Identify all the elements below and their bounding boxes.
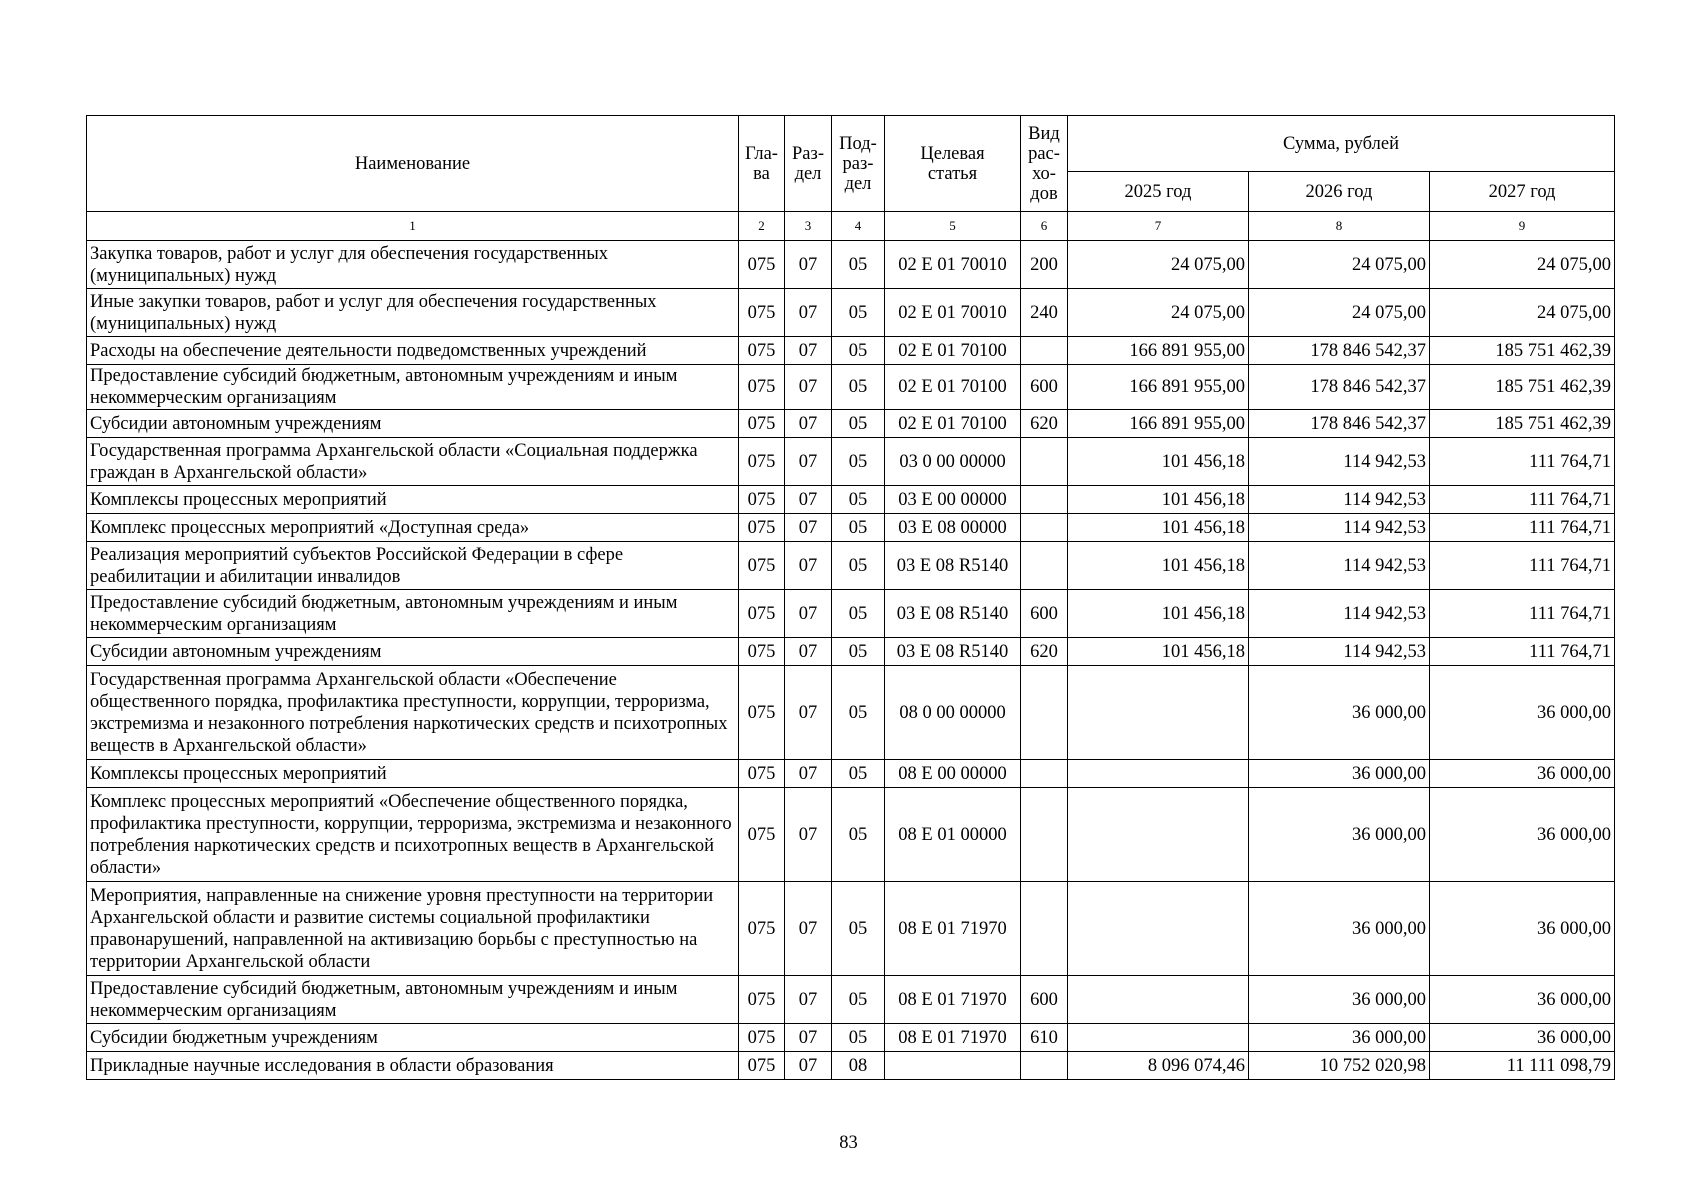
row-razdel: 07	[785, 438, 832, 486]
row-sum-2026: 114 942,53	[1249, 590, 1430, 638]
row-name: Государственная программа Архангельской области «Социальная поддержка граждан в Архангельской области»	[87, 438, 739, 486]
row-vid-rashodov: 240	[1021, 289, 1068, 337]
row-podrazdel: 05	[832, 666, 885, 760]
row-podrazdel: 05	[832, 788, 885, 882]
row-podrazdel: 05	[832, 760, 885, 788]
row-celevaya-statya: 03 Е 08 R5140	[885, 638, 1021, 666]
row-vid-rashodov	[1021, 486, 1068, 514]
row-vid-rashodov	[1021, 542, 1068, 590]
row-podrazdel: 05	[832, 882, 885, 976]
row-vid-rashodov	[1021, 438, 1068, 486]
row-sum-2027: 185 751 462,39	[1430, 337, 1615, 365]
row-sum-2025	[1068, 788, 1249, 882]
row-name: Реализация мероприятий субъектов Российской Федерации в сфере реабилитации и абилитации инвалидов	[87, 542, 739, 590]
row-sum-2025	[1068, 760, 1249, 788]
row-glava: 075	[739, 590, 785, 638]
row-celevaya-statya: 03 Е 08 R5140	[885, 542, 1021, 590]
row-podrazdel: 05	[832, 638, 885, 666]
row-sum-2025: 24 075,00	[1068, 241, 1249, 289]
row-vid-rashodov: 610	[1021, 1024, 1068, 1052]
row-celevaya-statya: 08 Е 01 00000	[885, 788, 1021, 882]
row-razdel: 07	[785, 882, 832, 976]
row-sum-2025: 166 891 955,00	[1068, 337, 1249, 365]
row-razdel: 07	[785, 590, 832, 638]
row-podrazdel: 05	[832, 241, 885, 289]
table-row	[87, 486, 1615, 514]
row-sum-2027: 111 764,71	[1430, 486, 1615, 514]
row-razdel: 07	[785, 410, 832, 438]
row-name: Комплексы процессных мероприятий	[87, 486, 739, 514]
table-row	[87, 289, 1615, 337]
row-vid-rashodov	[1021, 666, 1068, 760]
header-2026: 2026 год	[1249, 172, 1430, 212]
row-sum-2026: 178 846 542,37	[1249, 365, 1430, 410]
row-sum-2026: 114 942,53	[1249, 638, 1430, 666]
column-numbers	[87, 212, 1615, 241]
header-vid: Вид рас- хо- дов	[1021, 116, 1068, 212]
row-sum-2027: 36 000,00	[1430, 882, 1615, 976]
row-sum-2026: 36 000,00	[1249, 788, 1430, 882]
row-sum-2027: 36 000,00	[1430, 666, 1615, 760]
row-razdel: 07	[785, 638, 832, 666]
page-number: 83	[839, 1133, 858, 1153]
col-number: 6	[1021, 212, 1068, 241]
table-row	[87, 638, 1615, 666]
row-vid-rashodov	[1021, 1052, 1068, 1080]
row-razdel: 07	[785, 760, 832, 788]
row-name: Расходы на обеспечение деятельности подведомственных учреждений	[87, 337, 739, 365]
row-glava: 075	[739, 760, 785, 788]
table-row	[87, 976, 1615, 1024]
row-glava: 075	[739, 438, 785, 486]
row-sum-2027: 111 764,71	[1430, 514, 1615, 542]
row-razdel: 07	[785, 289, 832, 337]
row-name: Закупка товаров, работ и услуг для обеспечения государственных (муниципальных) нужд	[87, 241, 739, 289]
row-podrazdel: 05	[832, 486, 885, 514]
row-sum-2027: 36 000,00	[1430, 1024, 1615, 1052]
row-glava: 075	[739, 788, 785, 882]
header-name: Наименование	[87, 116, 739, 212]
header-razdel: Раз- дел	[785, 116, 832, 212]
header-2027: 2027 год	[1430, 172, 1615, 212]
row-sum-2026: 178 846 542,37	[1249, 337, 1430, 365]
row-sum-2027: 24 075,00	[1430, 289, 1615, 337]
row-name: Субсидии автономным учреждениям	[87, 638, 739, 666]
row-razdel: 07	[785, 514, 832, 542]
table-row	[87, 1052, 1615, 1080]
row-celevaya-statya: 02 Е 01 70010	[885, 241, 1021, 289]
row-sum-2026: 114 942,53	[1249, 514, 1430, 542]
row-glava: 075	[739, 882, 785, 976]
row-podrazdel: 05	[832, 514, 885, 542]
row-sum-2025: 101 456,18	[1068, 514, 1249, 542]
row-razdel: 07	[785, 1024, 832, 1052]
row-sum-2026: 114 942,53	[1249, 486, 1430, 514]
row-glava: 075	[739, 241, 785, 289]
table-body	[87, 241, 1615, 1080]
header-summa: Сумма, рублей	[1068, 116, 1615, 172]
row-celevaya-statya: 08 0 00 00000	[885, 666, 1021, 760]
row-podrazdel: 05	[832, 365, 885, 410]
row-glava: 075	[739, 365, 785, 410]
row-celevaya-statya: 03 0 00 00000	[885, 438, 1021, 486]
row-razdel: 07	[785, 486, 832, 514]
row-glava: 075	[739, 976, 785, 1024]
row-name: Прикладные научные исследования в области образования	[87, 1052, 739, 1080]
row-sum-2027: 11 111 098,79	[1430, 1052, 1615, 1080]
row-vid-rashodov: 600	[1021, 976, 1068, 1024]
row-sum-2027: 24 075,00	[1430, 241, 1615, 289]
row-podrazdel: 05	[832, 337, 885, 365]
row-celevaya-statya: 02 Е 01 70010	[885, 289, 1021, 337]
row-glava: 075	[739, 542, 785, 590]
row-name: Предоставление субсидий бюджетным, автономным учреждениям и иным некоммерческим организациям	[87, 365, 739, 410]
row-podrazdel: 05	[832, 410, 885, 438]
row-name: Предоставление субсидий бюджетным, автономным учреждениям и иным некоммерческим организациям	[87, 976, 739, 1024]
row-sum-2025: 24 075,00	[1068, 289, 1249, 337]
row-podrazdel: 05	[832, 289, 885, 337]
row-celevaya-statya: 03 Е 00 00000	[885, 486, 1021, 514]
row-podrazdel: 05	[832, 438, 885, 486]
row-sum-2027: 36 000,00	[1430, 760, 1615, 788]
row-glava: 075	[739, 638, 785, 666]
table-row	[87, 241, 1615, 289]
row-sum-2025: 101 456,18	[1068, 438, 1249, 486]
row-sum-2026: 24 075,00	[1249, 289, 1430, 337]
row-sum-2026: 10 752 020,98	[1249, 1052, 1430, 1080]
table-row	[87, 514, 1615, 542]
row-name: Мероприятия, направленные на снижение уровня преступности на территории Архангельской области и развитие системы социальной профилактики правонарушений, направленной на активизацию борьбы с преступностью на территории Архангельской области	[87, 882, 739, 976]
row-vid-rashodov: 620	[1021, 638, 1068, 666]
row-name: Субсидии бюджетным учреждениям	[87, 1024, 739, 1052]
header-celevaya: Целевая статья	[885, 116, 1021, 212]
row-razdel: 07	[785, 337, 832, 365]
row-celevaya-statya: 03 Е 08 R5140	[885, 590, 1021, 638]
budget-table	[86, 115, 1615, 1080]
row-podrazdel: 05	[832, 1024, 885, 1052]
table-row	[87, 410, 1615, 438]
row-vid-rashodov: 620	[1021, 410, 1068, 438]
row-sum-2025: 8 096 074,46	[1068, 1052, 1249, 1080]
row-sum-2025: 166 891 955,00	[1068, 365, 1249, 410]
row-vid-rashodov	[1021, 882, 1068, 976]
row-razdel: 07	[785, 666, 832, 760]
row-razdel: 07	[785, 365, 832, 410]
row-razdel: 07	[785, 1052, 832, 1080]
row-razdel: 07	[785, 976, 832, 1024]
row-celevaya-statya: 08 Е 01 71970	[885, 1024, 1021, 1052]
table-row	[87, 438, 1615, 486]
row-sum-2025	[1068, 976, 1249, 1024]
row-sum-2025	[1068, 666, 1249, 760]
row-glava: 075	[739, 1024, 785, 1052]
row-glava: 075	[739, 410, 785, 438]
row-vid-rashodov: 200	[1021, 241, 1068, 289]
table-row	[87, 788, 1615, 882]
row-sum-2027: 111 764,71	[1430, 638, 1615, 666]
header-podrazdel: Под- раз- дел	[832, 116, 885, 212]
row-sum-2025	[1068, 882, 1249, 976]
row-glava: 075	[739, 337, 785, 365]
row-name: Комплекс процессных мероприятий «Обеспечение общественного порядка, профилактика преступности, коррупции, терроризма, экстремизма и незаконного потребления наркотических средств и психотропных веществ в Архангельской области»	[87, 788, 739, 882]
table-row	[87, 666, 1615, 760]
table-row	[87, 365, 1615, 410]
row-vid-rashodov	[1021, 514, 1068, 542]
row-name: Иные закупки товаров, работ и услуг для обеспечения государственных (муниципальных) нужд	[87, 289, 739, 337]
row-celevaya-statya: 08 Е 01 71970	[885, 976, 1021, 1024]
col-number: 3	[785, 212, 832, 241]
table-row	[87, 337, 1615, 365]
row-vid-rashodov: 600	[1021, 365, 1068, 410]
row-sum-2026: 36 000,00	[1249, 666, 1430, 760]
row-sum-2026: 36 000,00	[1249, 882, 1430, 976]
col-number: 1	[87, 212, 739, 241]
row-sum-2025: 101 456,18	[1068, 486, 1249, 514]
row-razdel: 07	[785, 241, 832, 289]
row-sum-2026: 36 000,00	[1249, 760, 1430, 788]
row-sum-2027: 36 000,00	[1430, 976, 1615, 1024]
row-vid-rashodov	[1021, 788, 1068, 882]
row-sum-2026: 114 942,53	[1249, 542, 1430, 590]
row-sum-2025: 101 456,18	[1068, 542, 1249, 590]
row-celevaya-statya: 08 Е 01 71970	[885, 882, 1021, 976]
row-sum-2027: 111 764,71	[1430, 438, 1615, 486]
row-vid-rashodov	[1021, 760, 1068, 788]
row-sum-2026: 36 000,00	[1249, 1024, 1430, 1052]
row-podrazdel: 05	[832, 590, 885, 638]
row-sum-2026: 178 846 542,37	[1249, 410, 1430, 438]
row-podrazdel: 05	[832, 542, 885, 590]
col-number: 2	[739, 212, 785, 241]
row-glava: 075	[739, 486, 785, 514]
row-celevaya-statya: 08 Е 00 00000	[885, 760, 1021, 788]
row-sum-2027: 185 751 462,39	[1430, 410, 1615, 438]
col-number: 5	[885, 212, 1021, 241]
row-sum-2027: 185 751 462,39	[1430, 365, 1615, 410]
table-row	[87, 542, 1615, 590]
row-razdel: 07	[785, 788, 832, 882]
row-celevaya-statya	[885, 1052, 1021, 1080]
col-number: 4	[832, 212, 885, 241]
row-sum-2027: 111 764,71	[1430, 542, 1615, 590]
col-number: 9	[1430, 212, 1615, 241]
row-sum-2025: 166 891 955,00	[1068, 410, 1249, 438]
table-row	[87, 882, 1615, 976]
header-2025: 2025 год	[1068, 172, 1249, 212]
row-razdel: 07	[785, 542, 832, 590]
row-name: Субсидии автономным учреждениям	[87, 410, 739, 438]
row-name: Предоставление субсидий бюджетным, автономным учреждениям и иным некоммерческим организациям	[87, 590, 739, 638]
table-row	[87, 1024, 1615, 1052]
row-podrazdel: 05	[832, 976, 885, 1024]
row-sum-2027: 36 000,00	[1430, 788, 1615, 882]
row-sum-2025: 101 456,18	[1068, 590, 1249, 638]
row-sum-2025: 101 456,18	[1068, 638, 1249, 666]
col-number: 7	[1068, 212, 1249, 241]
row-sum-2026: 24 075,00	[1249, 241, 1430, 289]
row-glava: 075	[739, 1052, 785, 1080]
row-sum-2026: 36 000,00	[1249, 976, 1430, 1024]
row-name: Комплекс процессных мероприятий «Доступная среда»	[87, 514, 739, 542]
table-row	[87, 760, 1615, 788]
row-vid-rashodov: 600	[1021, 590, 1068, 638]
row-sum-2025	[1068, 1024, 1249, 1052]
row-podrazdel: 08	[832, 1052, 885, 1080]
row-name: Комплексы процессных мероприятий	[87, 760, 739, 788]
row-name: Государственная программа Архангельской области «Обеспечение общественного порядка, профилактика преступности, коррупции, терроризма, экстремизма и незаконного потребления наркотических средств и психотропных веществ в Архангельской области»	[87, 666, 739, 760]
row-celevaya-statya: 03 Е 08 00000	[885, 514, 1021, 542]
row-celevaya-statya: 02 Е 01 70100	[885, 410, 1021, 438]
row-sum-2027: 111 764,71	[1430, 590, 1615, 638]
row-vid-rashodov	[1021, 337, 1068, 365]
col-number: 8	[1249, 212, 1430, 241]
table-row	[87, 590, 1615, 638]
row-glava: 075	[739, 666, 785, 760]
row-glava: 075	[739, 514, 785, 542]
row-sum-2026: 114 942,53	[1249, 438, 1430, 486]
row-celevaya-statya: 02 Е 01 70100	[885, 337, 1021, 365]
header-glava: Гла- ва	[739, 116, 785, 212]
row-celevaya-statya: 02 Е 01 70100	[885, 365, 1021, 410]
row-glava: 075	[739, 289, 785, 337]
